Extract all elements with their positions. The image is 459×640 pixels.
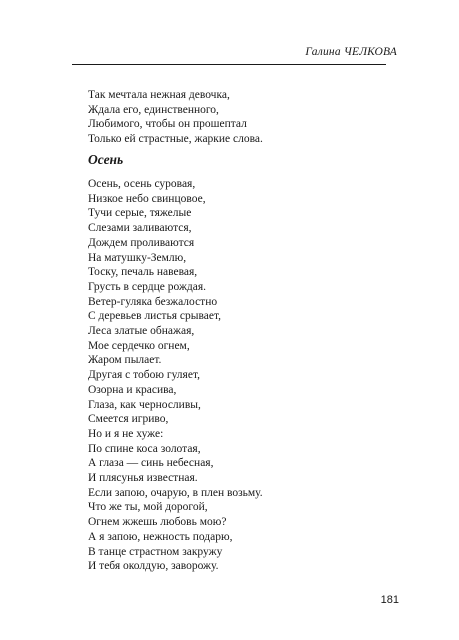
- verse-line: Только ей страстные, жаркие слова.: [88, 133, 263, 146]
- verse-line: В танце страстном закружу: [88, 545, 223, 558]
- verse-line: Озорна и красива,: [88, 383, 177, 396]
- verse-line: Ждала его, единственного,: [88, 103, 219, 116]
- verse-line: Низкое небо свинцовое,: [88, 192, 206, 205]
- verse-line: Дождем проливаются: [88, 236, 195, 249]
- verse-line: Другая с тобою гуляет,: [88, 369, 200, 382]
- verse-line: Леса златые обнажая,: [88, 325, 195, 338]
- verse-line: И плясунья известная.: [88, 472, 198, 485]
- verse-line: Огнем жжешь любовь мою?: [88, 516, 227, 529]
- verse-line: Жаром пылает.: [88, 354, 162, 367]
- verse-line: Смеется игриво,: [88, 413, 169, 426]
- verse-line: Грусть в сердце рождая.: [88, 280, 207, 293]
- verse-line: Глаза, как черносливы,: [88, 398, 201, 411]
- verse-line: Любимого, чтобы он прошептал: [88, 118, 247, 131]
- verse-line: Если запою, очарую, в плен возьму.: [88, 486, 263, 499]
- verse-line: С деревьев листья срывает,: [88, 310, 221, 323]
- verse-line: И тебя околдую, заворожу.: [88, 560, 219, 573]
- poem-body: [88, 177, 263, 574]
- running-header-author: Галина ЧЕЛКОВА: [305, 46, 397, 58]
- verse-line: А глаза — синь небесная,: [88, 457, 214, 470]
- header-rule: [72, 64, 386, 65]
- verse-line: По спине коса золотая,: [88, 442, 201, 455]
- verse-line: Что же ты, мой дорогой,: [88, 501, 208, 514]
- verse-line: Так мечтала нежная девочка,: [88, 89, 230, 101]
- verse-line: Слезами заливаются,: [88, 222, 192, 235]
- verse-line: На матушку-Землю,: [88, 251, 187, 264]
- verse-line: Но и я не хуже:: [88, 427, 164, 440]
- verse-line: Тучи серые, тяжелые: [88, 207, 192, 220]
- page-number: 181: [380, 594, 399, 606]
- verse-line: А я запою, нежность подарю,: [88, 530, 233, 543]
- verse-line: Ветер-гуляка безжалостно: [88, 295, 218, 308]
- verse-line: Осень, осень суровая,: [88, 178, 196, 190]
- verse-line: Мое сердечко огнем,: [88, 339, 190, 352]
- poem-title: Осень: [88, 152, 124, 167]
- closing-stanza: [88, 88, 263, 147]
- verse-line: Тоску, печаль навевая,: [88, 266, 198, 279]
